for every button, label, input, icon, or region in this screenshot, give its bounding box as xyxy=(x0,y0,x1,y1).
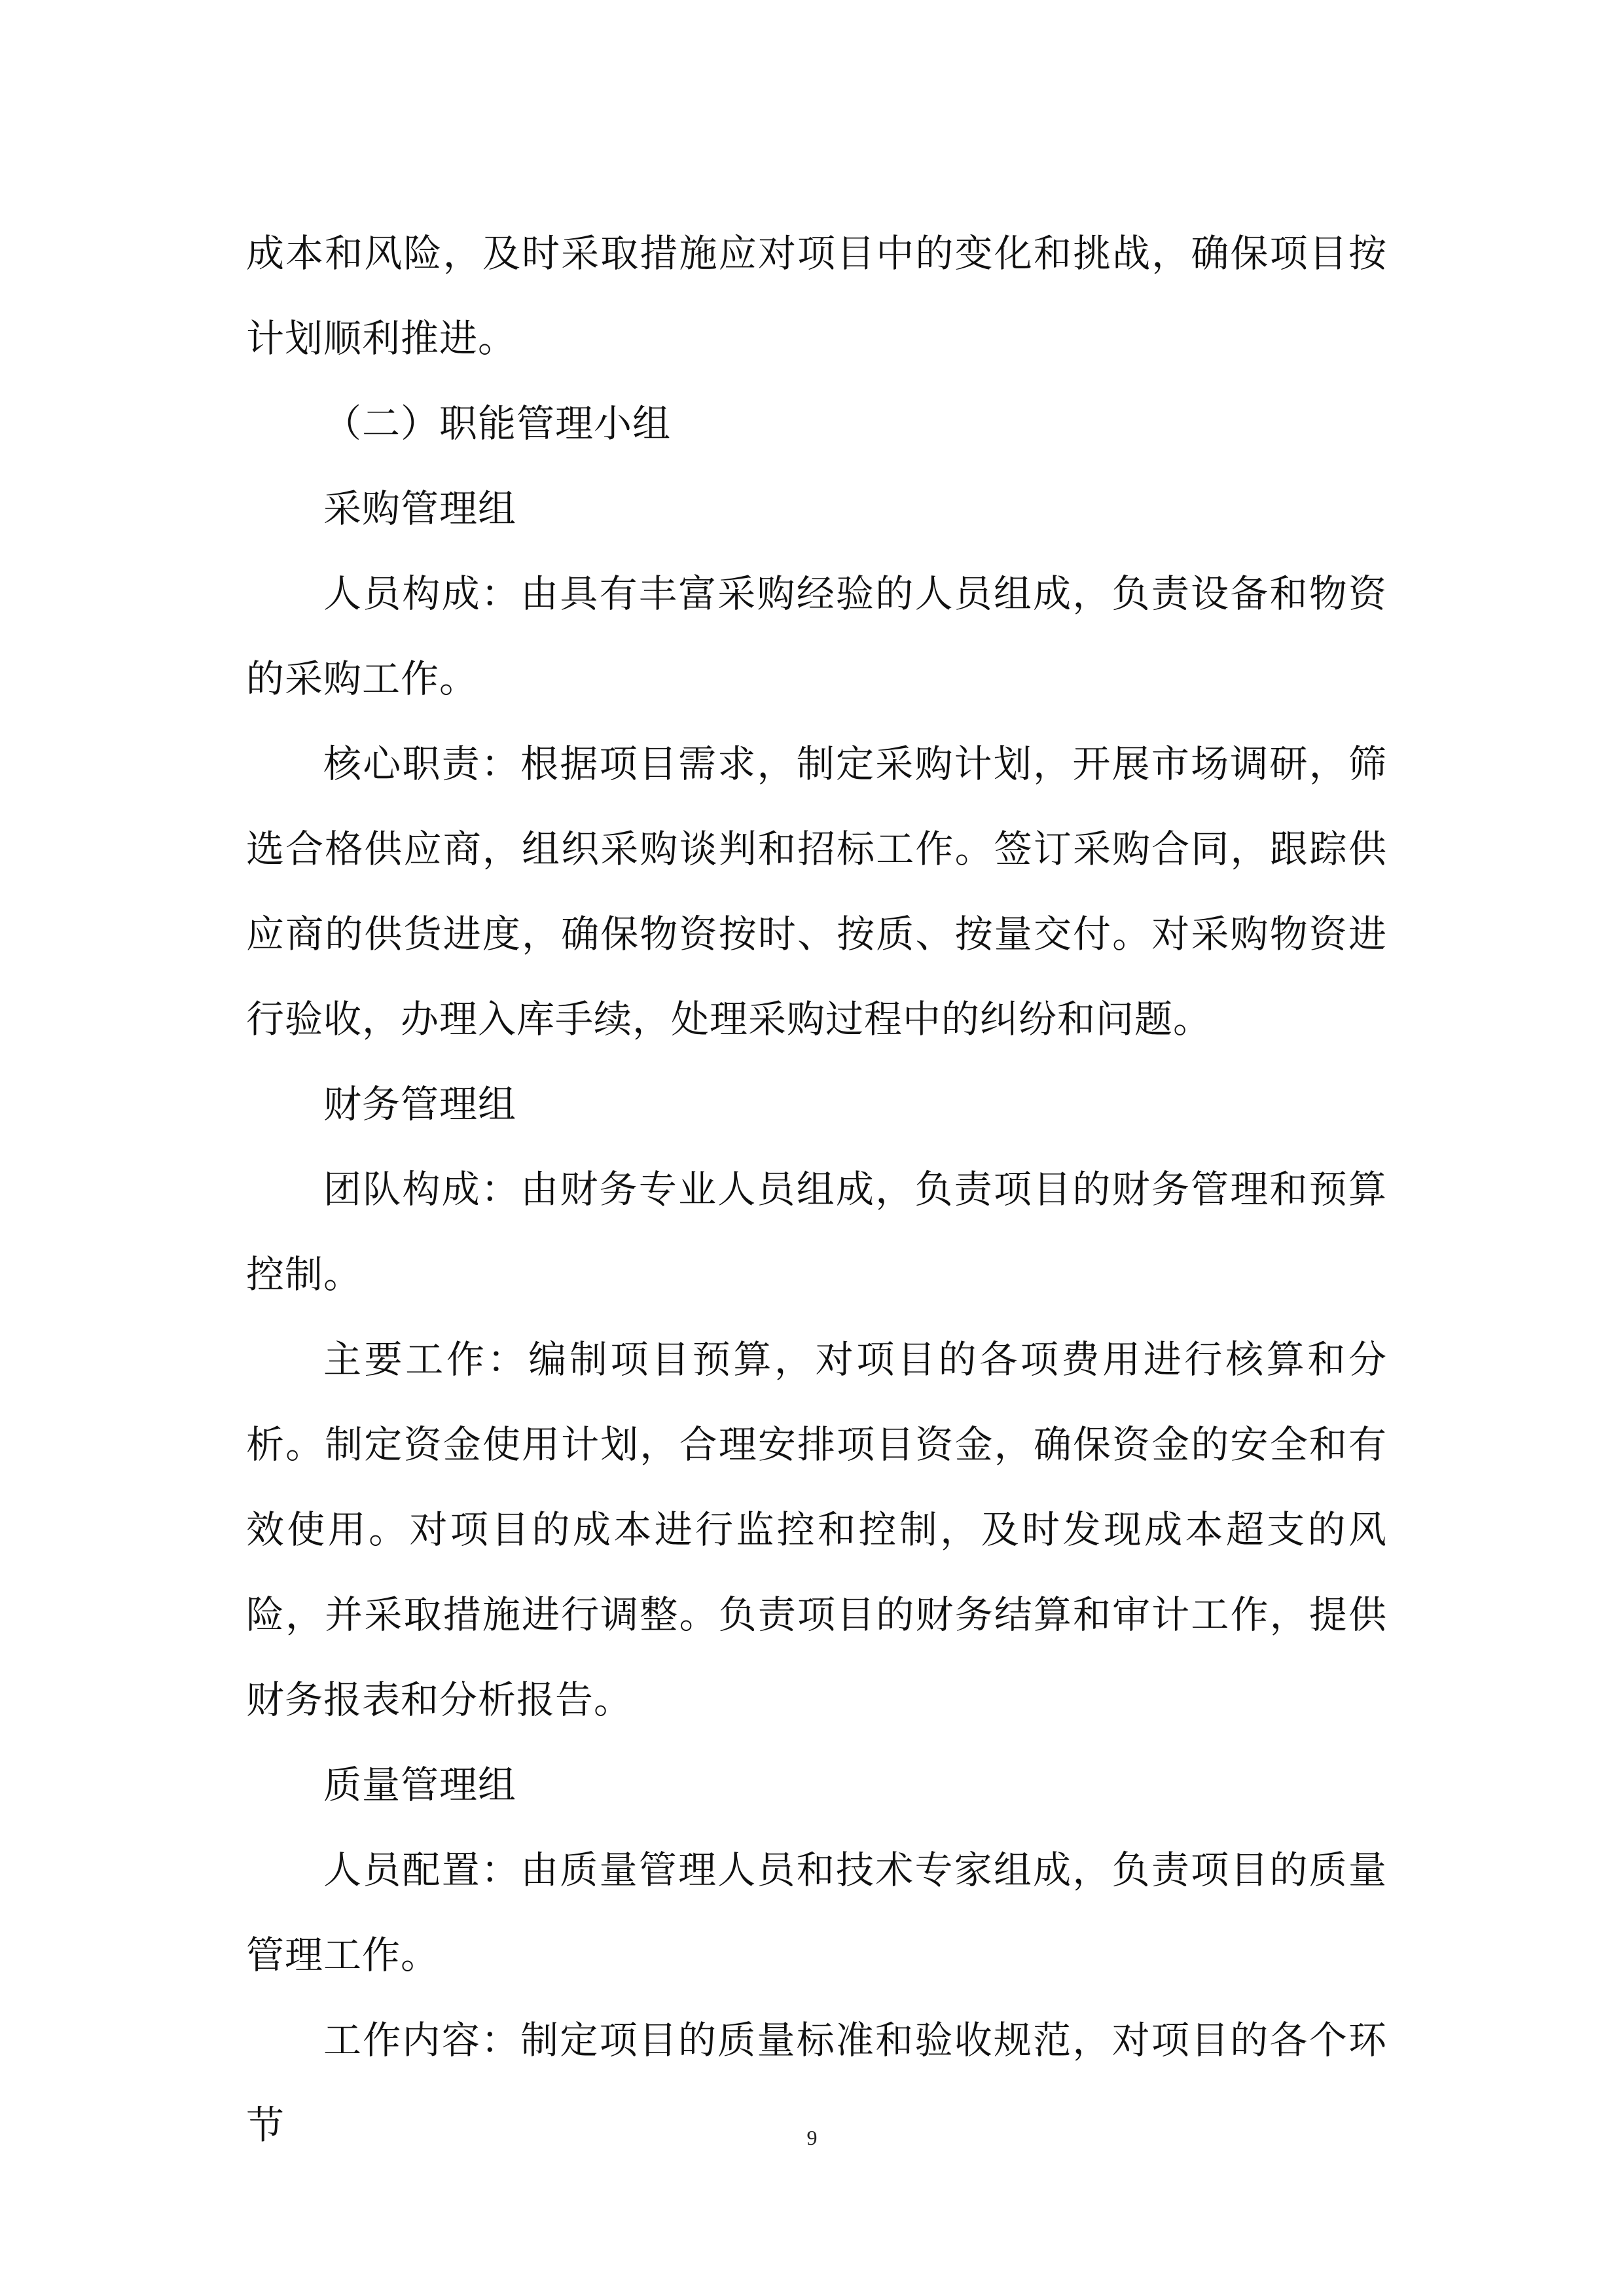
finance-group-title: 财务管理组 xyxy=(323,1082,517,1126)
section-heading: （二）职能管理小组 xyxy=(323,401,672,446)
paragraph-continuation: 成本和风险，及时采取措施应对项目中的变化和挑战，确保项目按计划顺利推进。 xyxy=(246,231,1387,361)
page-number: 9 xyxy=(806,2126,818,2149)
quality-group-title: 质量管理组 xyxy=(323,1763,517,1807)
procurement-staff-paragraph: 人员构成：由具有丰富采购经验的人员组成，负责设备和物资的采购工作。 xyxy=(246,571,1387,701)
quality-staff-paragraph: 人员配置：由质量管理人员和技术专家组成，负责项目的质量管理工作。 xyxy=(246,1848,1387,1977)
procurement-group-title: 采购管理组 xyxy=(323,486,517,531)
quality-work-paragraph: 工作内容：制定项目的质量标准和验收规范，对项目的各个环节 xyxy=(246,2018,1387,2147)
finance-team-paragraph: 团队构成：由财务专业人员组成，负责项目的财务管理和预算控制。 xyxy=(246,1167,1387,1297)
document-body xyxy=(246,211,1387,2168)
procurement-duties-paragraph: 核心职责：根据项目需求，制定采购计划，开展市场调研，筛选合格供应商，组织采购谈判和招标工作。签订采购合同，跟踪供应商的供货进度，确保物资按时、按质、按量交付。对采购物资进行验收，办理入库手续，处理采购过程中的纠纷和问题。 xyxy=(246,742,1387,1041)
finance-work-paragraph: 主要工作：编制项目预算，对项目的各项费用进行核算和分析。制定资金使用计划，合理安排项目资金，确保资金的安全和有效使用。对项目的成本进行监控和控制，及时发现成本超支的风险，并采取措施进行调整。负责项目的财务结算和审计工作，提供财务报表和分析报告。 xyxy=(246,1337,1387,1722)
